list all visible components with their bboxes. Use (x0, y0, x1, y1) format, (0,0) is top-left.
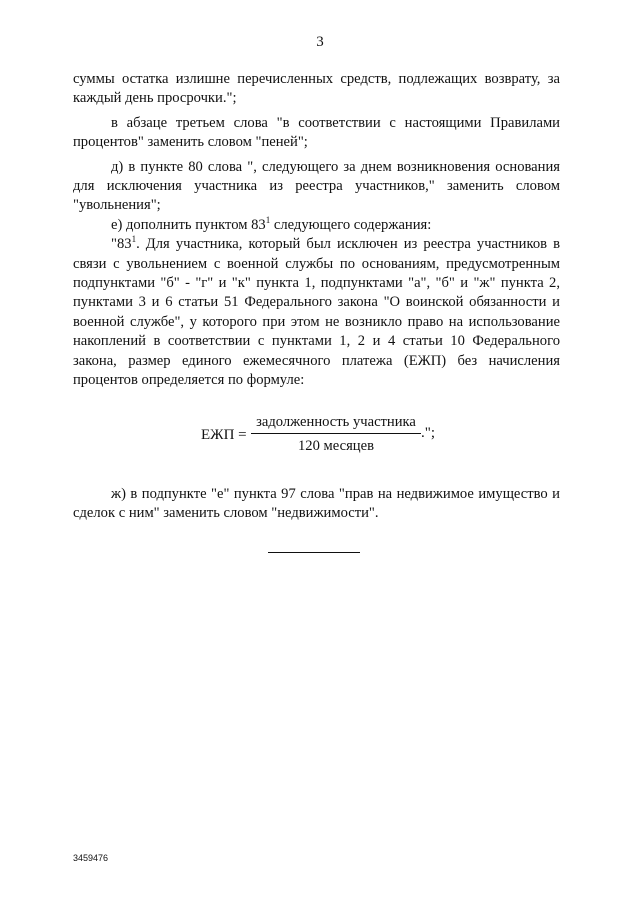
paragraph-item-d: д) в пункте 80 слова ", следующего за днем возникновения основания для исключения участника из реестра участников," заменить словом "увольнения"; (73, 158, 560, 214)
paragraph-item-e (73, 216, 560, 235)
formula-tail: ."; (421, 424, 436, 441)
item-e-text: е) дополнить пунктом 83 (111, 216, 266, 233)
paragraph-amendment-3rd-abzac: в абзаце третьем слова "в соответствии с настоящими Правилами процентов" заменить словом "пеней"; (73, 114, 560, 151)
point-83-superscript: 1 (131, 234, 137, 245)
item-e-superscript: 1 (265, 214, 271, 225)
paragraph-new-point-83-1 (73, 235, 560, 390)
formula-lhs: ЕЖП = (201, 426, 247, 443)
formula-ezhp (73, 411, 560, 469)
item-e-text-tail: следующего содержания: (270, 216, 432, 233)
end-divider (268, 552, 360, 553)
point-83-text-tail: . Для участника, который был исключен из реестра участников в связи с увольнением с военной службы по основаниям, предусмотренным подпунктами "б" - "г" и "к" пункта 1, подпунктами "а", "б" и "ж" пункта 2, пунктами 3 и 6 статьи 51 Федерального закона "О воинской обязанности и военной службе", у которого при этом не возникло право на использование накоплений в соответствии с пунктами 1, 2 и 4 статьи 10 Федерального закона, размер единого ежемесячного платежа (ЕЖП) без начисления процентов определяется по формуле: (73, 236, 560, 389)
formula-fraction-bar (251, 433, 421, 434)
document-body (73, 70, 560, 523)
page-number: 3 (316, 34, 324, 50)
paragraph-item-zh: ж) в подпункте "е" пункта 97 слова "прав на недвижимое имущество и сделок с ним" заменить словом "недвижимости". (73, 485, 560, 521)
formula-denominator: 120 месяцев (298, 437, 374, 454)
document-id: 3459476 (73, 853, 109, 863)
point-83-text: "83 (111, 236, 132, 253)
paragraph-continuation: суммы остатка излишне перечисленных средств, подлежащих возврату, за каждый день просрочки."; (73, 71, 560, 107)
formula-numerator: задолженность участника (256, 413, 416, 430)
